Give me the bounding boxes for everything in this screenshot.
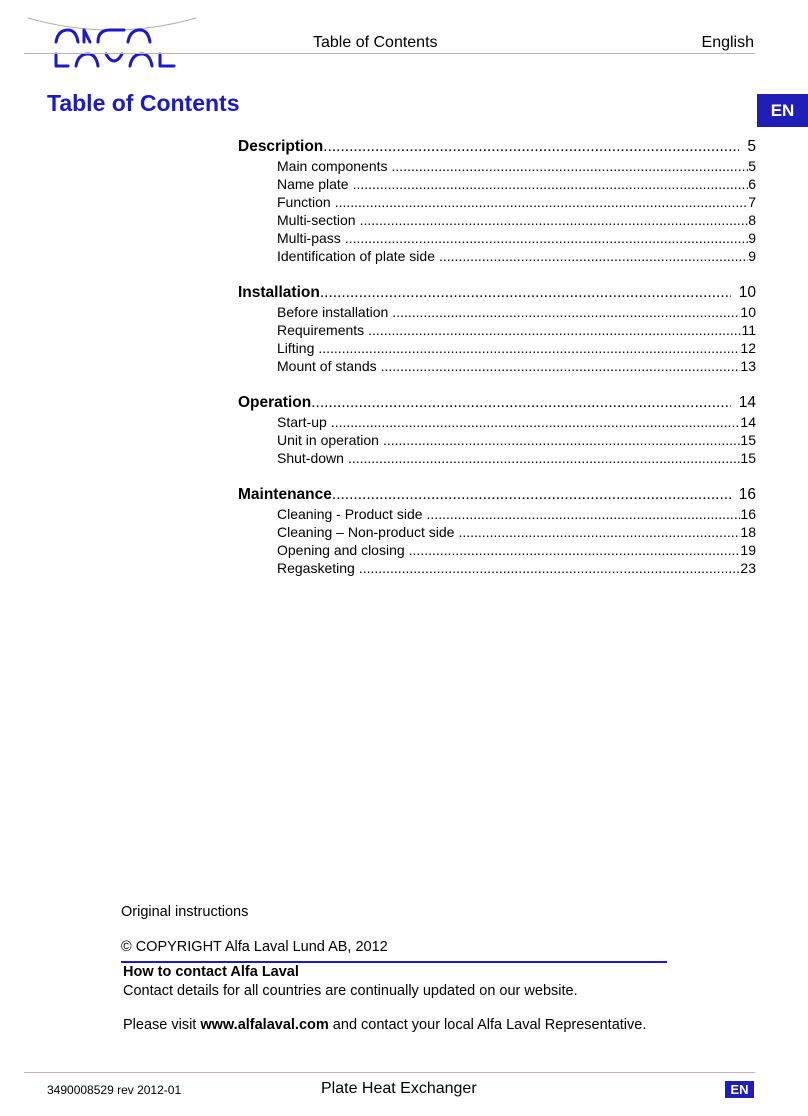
toc-subentry-page: 23 xyxy=(740,560,756,576)
toc-entry-page: 16 xyxy=(738,486,756,503)
toc-subentry-page: 18 xyxy=(740,524,756,540)
toc-subentry[interactable] xyxy=(238,524,756,542)
copyright-notice: © COPYRIGHT Alfa Laval Lund AB, 2012 xyxy=(121,939,388,955)
dot-leader xyxy=(323,138,739,156)
website-link[interactable]: www.alfalaval.com xyxy=(200,1017,329,1033)
toc-entry-title: Operation xyxy=(238,394,312,411)
toc-section xyxy=(238,138,756,266)
dot-leader xyxy=(320,284,731,302)
dot-leader xyxy=(332,486,731,504)
toc-entry[interactable] xyxy=(238,284,756,303)
toc-subentry-page: 13 xyxy=(740,358,756,374)
dot-leader xyxy=(345,230,748,246)
toc-entry-page: 14 xyxy=(738,394,756,411)
toc-subentry-page: 9 xyxy=(748,230,756,246)
document-number: 3490008529 rev 2012-01 xyxy=(47,1083,182,1097)
toc-subentry[interactable] xyxy=(238,340,756,358)
toc-subentry[interactable] xyxy=(238,414,756,432)
dot-leader xyxy=(348,450,740,466)
toc-subentry[interactable] xyxy=(238,158,756,176)
toc-subentry-page: 15 xyxy=(740,450,756,466)
visit-prefix: Please visit xyxy=(123,1017,201,1033)
toc-entry-title: Maintenance xyxy=(238,486,332,503)
toc-subentry-title: Regasketing xyxy=(277,560,355,576)
dot-leader xyxy=(409,542,741,558)
toc-subentry-title: Function xyxy=(277,194,331,210)
toc-subentry-title: Main components xyxy=(277,158,388,174)
dot-leader xyxy=(368,322,741,338)
toc-section xyxy=(238,486,756,578)
toc-subentry-page: 7 xyxy=(748,194,756,210)
header-title: Table of Contents xyxy=(313,34,438,51)
dot-leader xyxy=(439,248,748,264)
table-of-contents xyxy=(238,138,756,596)
toc-subentry-page: 8 xyxy=(748,212,756,228)
toc-subentry-title: Cleaning - Product side xyxy=(277,506,423,522)
visit-line xyxy=(123,1017,646,1033)
toc-subentry[interactable] xyxy=(238,212,756,230)
footer-rule xyxy=(24,1072,755,1073)
toc-subentry-title: Opening and closing xyxy=(277,542,405,558)
toc-subentry[interactable] xyxy=(238,560,756,578)
toc-subentry-title: Multi-pass xyxy=(277,230,341,246)
toc-entry[interactable] xyxy=(238,138,756,157)
toc-subentry-title: Unit in operation xyxy=(277,432,379,448)
toc-subentry[interactable] xyxy=(238,450,756,468)
toc-subentry-title: Before installation xyxy=(277,304,389,320)
dot-leader xyxy=(360,212,749,228)
dot-leader xyxy=(392,158,749,174)
toc-subentry[interactable] xyxy=(238,432,756,450)
toc-subentry-title: Cleaning – Non-product side xyxy=(277,524,455,540)
toc-subentry-page: 16 xyxy=(740,506,756,522)
toc-subentry-title: Mount of stands xyxy=(277,358,377,374)
toc-subentry-page: 12 xyxy=(740,340,756,356)
dot-leader xyxy=(427,506,741,522)
toc-subentry-title: Multi-section xyxy=(277,212,356,228)
header-rule xyxy=(24,53,755,54)
toc-subentry-page: 19 xyxy=(740,542,756,558)
toc-subentry[interactable] xyxy=(238,542,756,560)
toc-subentry[interactable] xyxy=(238,176,756,194)
toc-entry-page: 10 xyxy=(738,284,756,301)
toc-subentry-page: 9 xyxy=(748,248,756,264)
toc-subentry-title: Lifting xyxy=(277,340,315,356)
language-tab: EN xyxy=(757,94,808,127)
visit-suffix: and contact your local Alfa Laval Representative. xyxy=(328,1017,647,1033)
toc-subentry-page: 10 xyxy=(740,304,756,320)
dot-leader xyxy=(331,414,741,430)
dot-leader xyxy=(335,194,749,210)
alfa-laval-logo xyxy=(24,12,200,72)
toc-entry[interactable] xyxy=(238,486,756,505)
toc-entry-title: Installation xyxy=(238,284,320,301)
toc-section xyxy=(238,394,756,468)
toc-subentry-title: Shut-down xyxy=(277,450,344,466)
toc-subentry-title: Name plate xyxy=(277,176,349,192)
dot-leader xyxy=(353,176,749,192)
toc-subentry[interactable] xyxy=(238,506,756,524)
toc-subentry[interactable] xyxy=(238,304,756,322)
header-language: English xyxy=(701,34,754,51)
toc-section xyxy=(238,284,756,376)
toc-subentry-title: Start-up xyxy=(277,414,327,430)
dot-leader xyxy=(458,524,740,540)
toc-subentry-title: Requirements xyxy=(277,322,365,338)
dot-leader xyxy=(311,394,731,412)
toc-subentry-page: 15 xyxy=(740,432,756,448)
contact-text: Contact details for all countries are continually updated on our website. xyxy=(123,983,578,999)
toc-entry-title: Description xyxy=(238,138,324,155)
dot-leader xyxy=(392,304,740,320)
footer-title: Plate Heat Exchanger xyxy=(321,1080,477,1097)
toc-entry[interactable] xyxy=(238,394,756,413)
contact-heading: How to contact Alfa Laval xyxy=(123,964,299,980)
dot-leader xyxy=(318,340,740,356)
footer-language-tab: EN xyxy=(725,1081,754,1098)
dot-leader xyxy=(381,358,741,374)
toc-entry-page: 5 xyxy=(747,138,756,155)
toc-subentry[interactable] xyxy=(238,194,756,212)
toc-subentry[interactable] xyxy=(238,358,756,376)
toc-subentry-page: 6 xyxy=(748,176,756,192)
toc-subentry[interactable] xyxy=(238,230,756,248)
toc-subentry-page: 11 xyxy=(741,322,756,338)
page-title: Table of Contents xyxy=(47,90,240,116)
toc-subentry[interactable] xyxy=(238,248,756,266)
toc-subentry[interactable] xyxy=(238,322,756,340)
toc-subentry-page: 14 xyxy=(740,414,756,430)
contact-rule xyxy=(121,961,667,963)
dot-leader xyxy=(383,432,740,448)
original-instructions: Original instructions xyxy=(121,904,249,920)
toc-subentry-page: 5 xyxy=(748,158,756,174)
toc-subentry-title: Identification of plate side xyxy=(277,248,435,264)
dot-leader xyxy=(359,560,741,576)
